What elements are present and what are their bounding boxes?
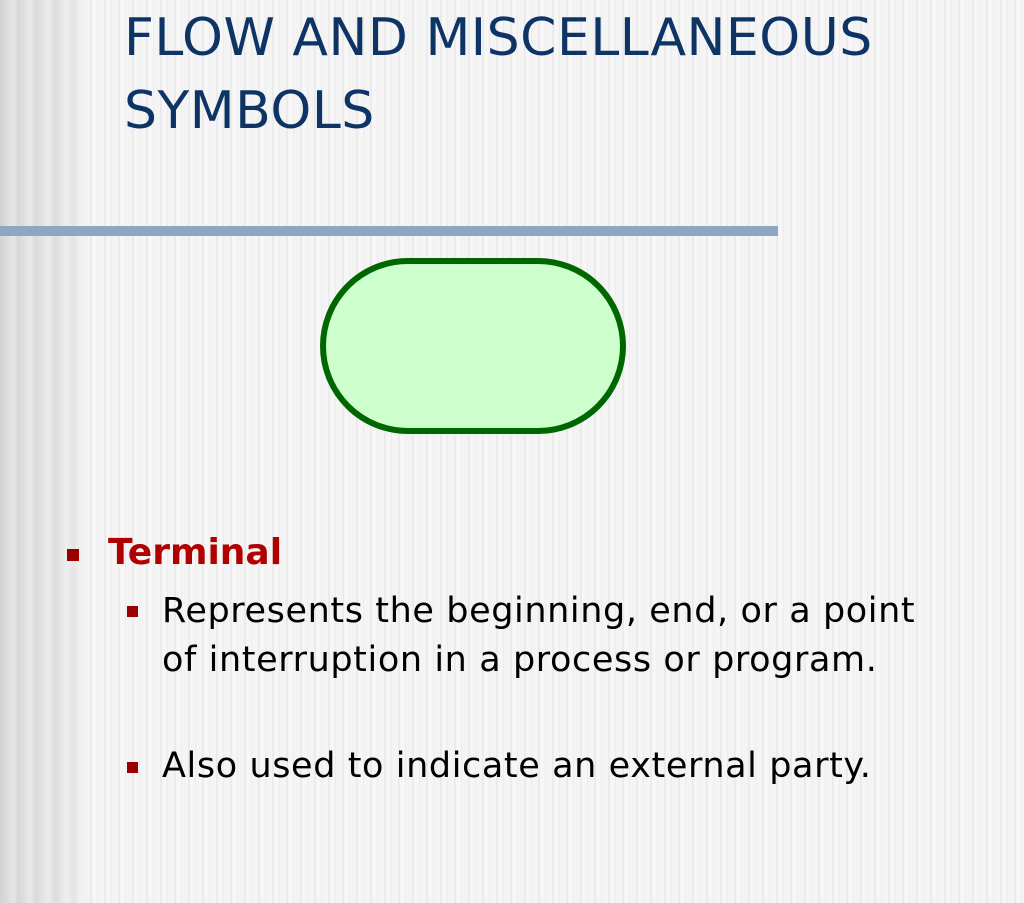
- sub-bullet-external-party: Also used to indicate an external party.: [162, 746, 872, 786]
- slide-title: FLOW AND MISCELLANEOUS SYMBOLS: [124, 8, 873, 141]
- bullet-terminal-label: Terminal: [108, 532, 283, 573]
- sub-bullet-marker-icon: [127, 606, 138, 617]
- sub-bullet-description: Represents the beginning, end, or a point of interruption in a process or program.: [162, 591, 916, 680]
- terminal-symbol: [318, 256, 628, 436]
- terminal-shape: [323, 261, 623, 431]
- title-divider: [0, 226, 778, 236]
- terminal-shape-icon: [318, 256, 628, 436]
- bullet-marker-icon: [67, 549, 79, 561]
- sub-bullet-marker-icon: [127, 762, 138, 773]
